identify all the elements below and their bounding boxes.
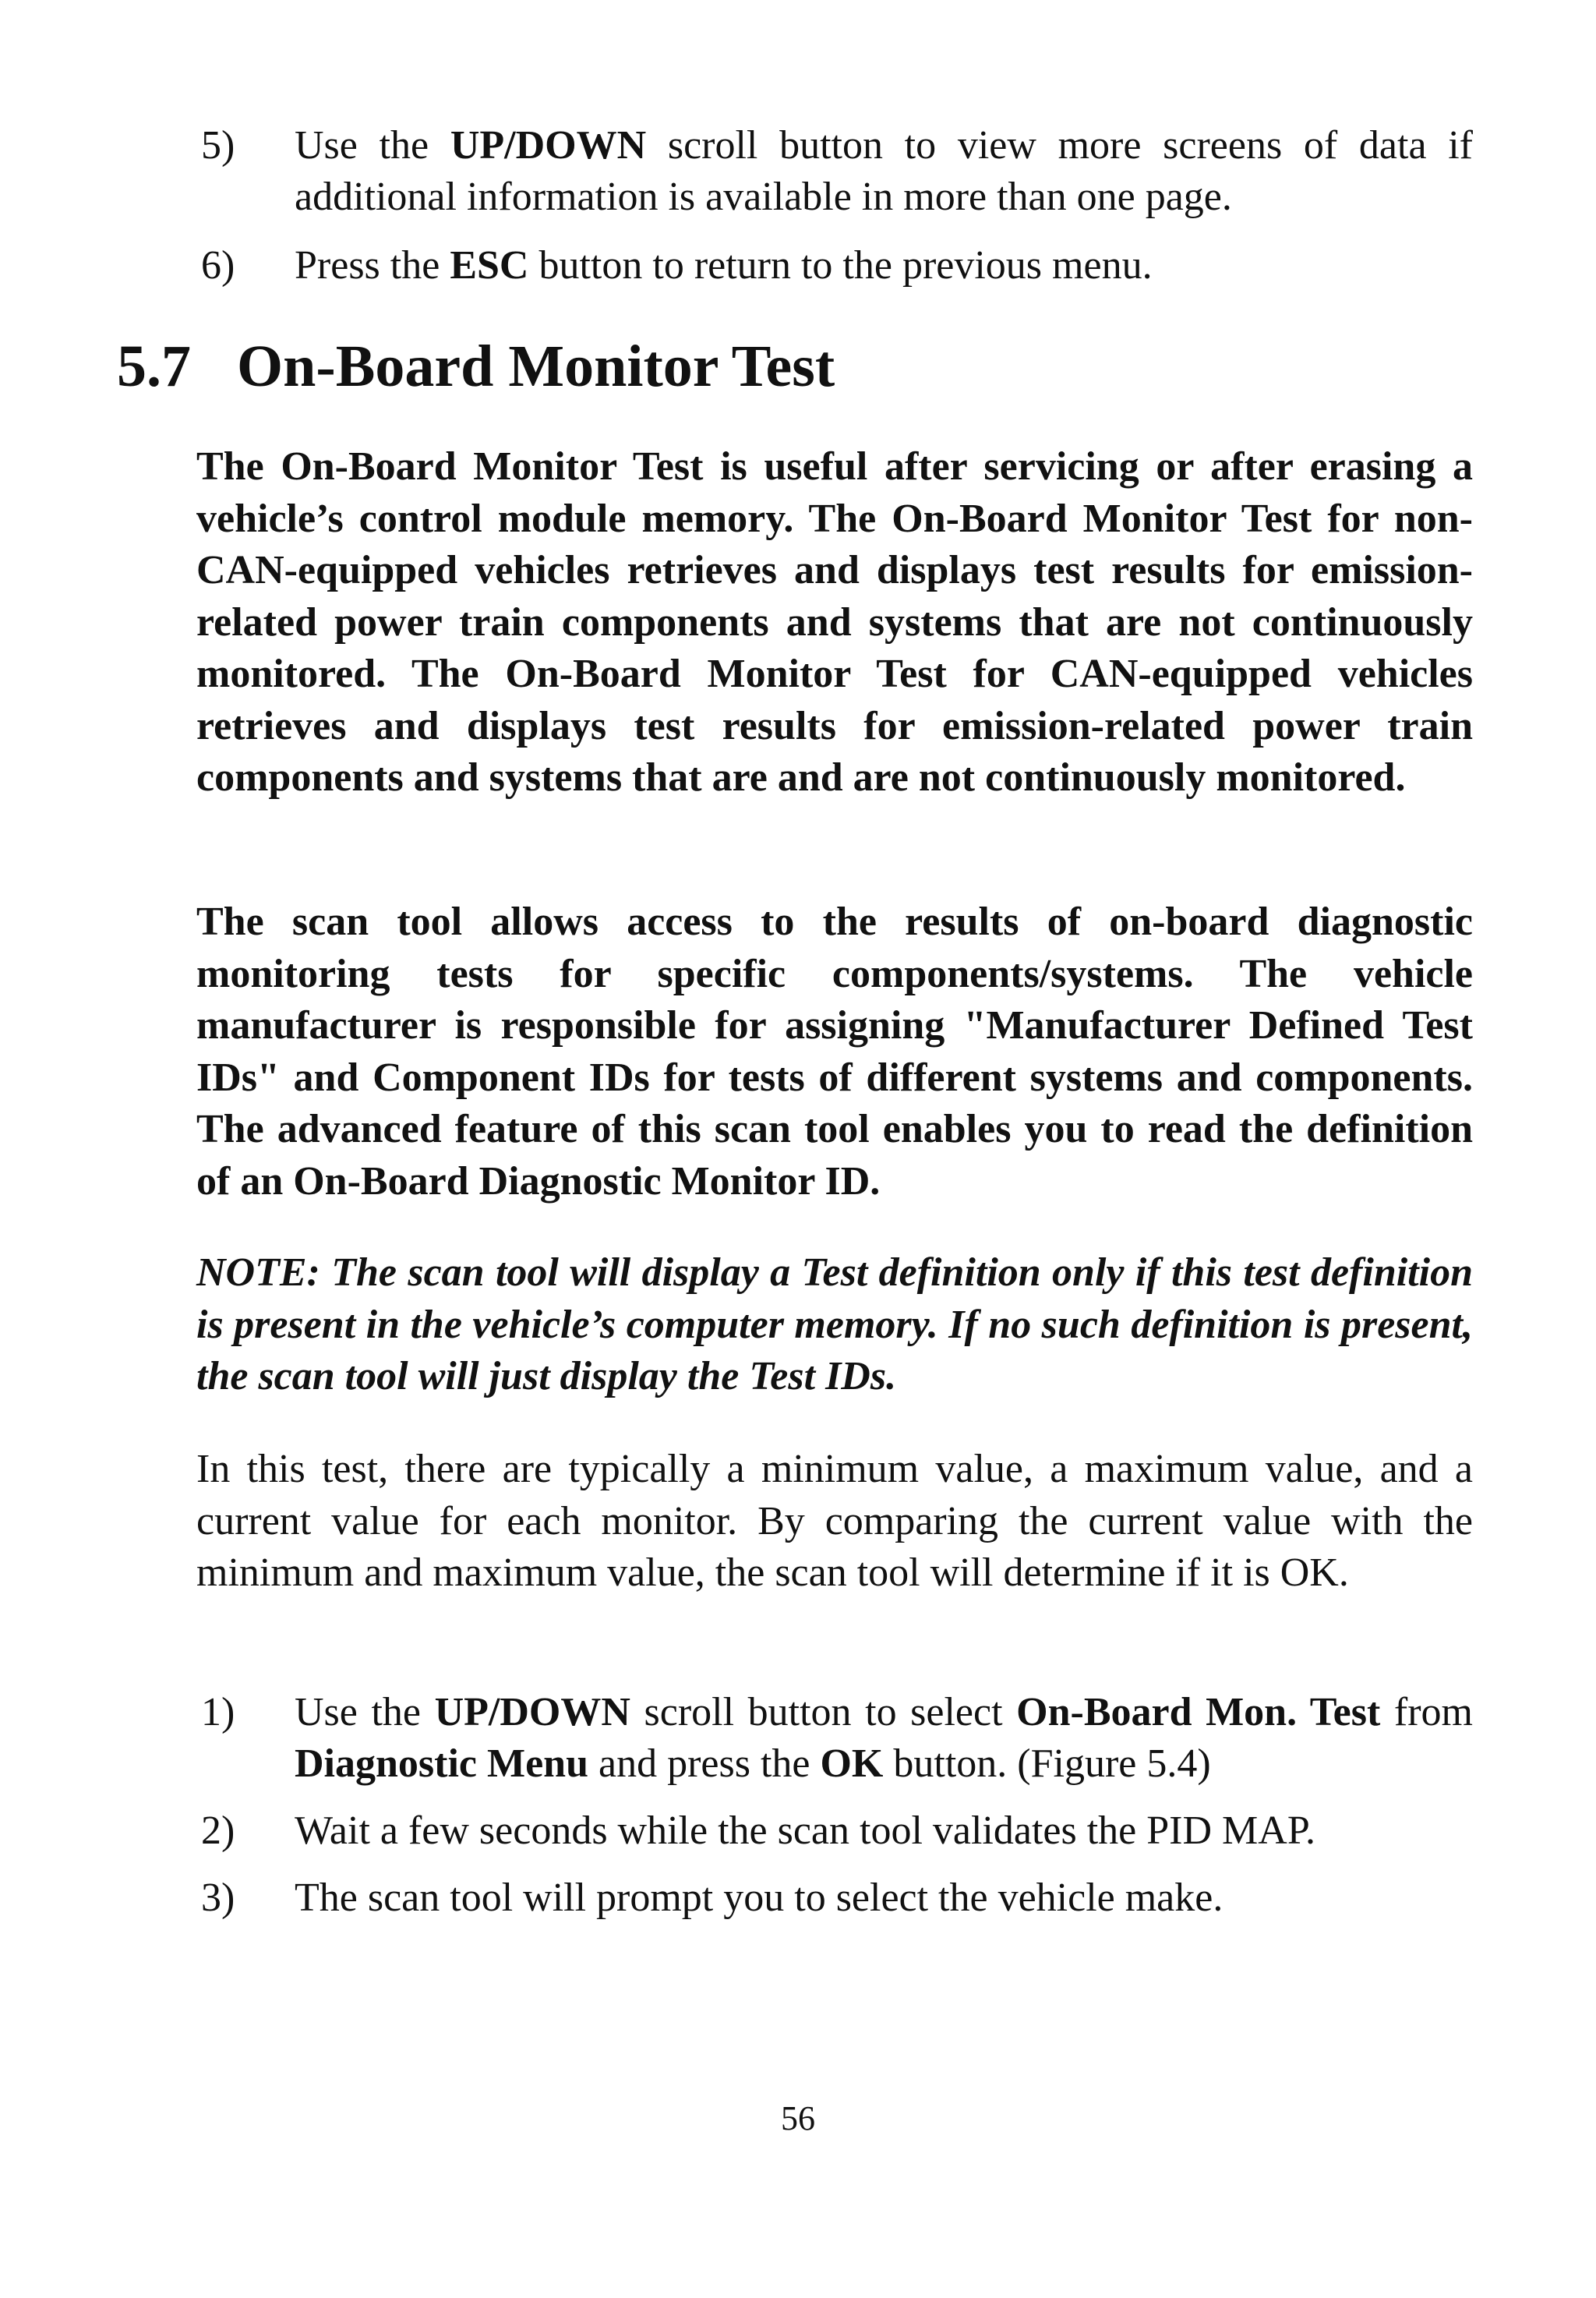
step-text: Wait a few seconds while the scan tool validates the PID MAP. [295,1808,1315,1853]
scan-tool-paragraph: The scan tool allows access to the results of on-board diagnostic monitoring tests for specific components/systems. The vehicle manufacturer is responsible for assigning "Manufacturer Defined Test IDs" and Component IDs for tests of different systems and components. The advanced feature of this scan tool enables you to read the definition of an On-Board Diagnostic Monitor ID. [196,900,1473,1204]
step-number: 1) [201,1690,235,1734]
step-text: Use the [295,1690,435,1734]
step-keyword: On-Board Mon. Test [1016,1690,1381,1734]
step-text: Use the [295,123,450,168]
step-keyword: UP/DOWN [434,1690,630,1734]
list-item-step-5 [201,120,1473,223]
step-number: 6) [201,243,235,288]
note-paragraph: NOTE: The scan tool will display a Test definition only if this test definition is present in the vehicle’s computer memory. If no such definition is present, the scan tool will just display the Test IDs. [196,1250,1473,1398]
step-number: 3) [201,1876,235,1920]
step-list-bottom [201,1687,1473,1924]
step-keyword: Diagnostic Menu [295,1741,588,1786]
step-number: 5) [201,123,235,168]
list-item-step-2 [201,1805,1473,1857]
intro-paragraph: The On-Board Monitor Test is useful after servicing or after erasing a vehicle’s control module memory. The On-Board Monitor Test for non-CAN-equipped vehicles retrieves and displays test results for emission-related power train components and systems that are not continuously monitored. The On-Board Monitor Test for CAN-equipped vehicles retrieves and displays test results for emission-related power train components and systems that are and are not continuously monitored. [196,444,1473,800]
section-heading [117,329,835,404]
section-number: 5.7 [117,334,191,399]
step-text: button to return to the previous menu. [528,243,1153,288]
step-text: from [1380,1690,1473,1734]
step-keyword: OK [820,1741,884,1786]
step-keyword: UP/DOWN [450,123,647,168]
step-text: button. (Figure 5.4) [883,1741,1211,1786]
list-item-step-6 [201,240,1473,292]
step-text: Press the [295,243,450,288]
step-text: scroll button to select [630,1690,1017,1734]
step-number: 2) [201,1808,235,1853]
step-list-top [201,120,1473,292]
list-item-step-1 [201,1687,1473,1790]
section-title: On-Board Monitor Test [237,334,835,399]
step-text: and press the [588,1741,821,1786]
step-text: scroll button to view more screens of data if additional information is available in more than one page. [295,123,1473,219]
page-number: 56 [781,2099,815,2137]
step-keyword: ESC [450,243,529,288]
test-values-paragraph: In this test, there are typically a minimum value, a maximum value, and a current value for each monitor. By comparing the current value with the minimum and maximum value, the scan tool will determine if it is OK. [196,1447,1473,1595]
list-item-step-3 [201,1872,1473,1924]
step-text: The scan tool will prompt you to select the vehicle make. [295,1876,1223,1920]
